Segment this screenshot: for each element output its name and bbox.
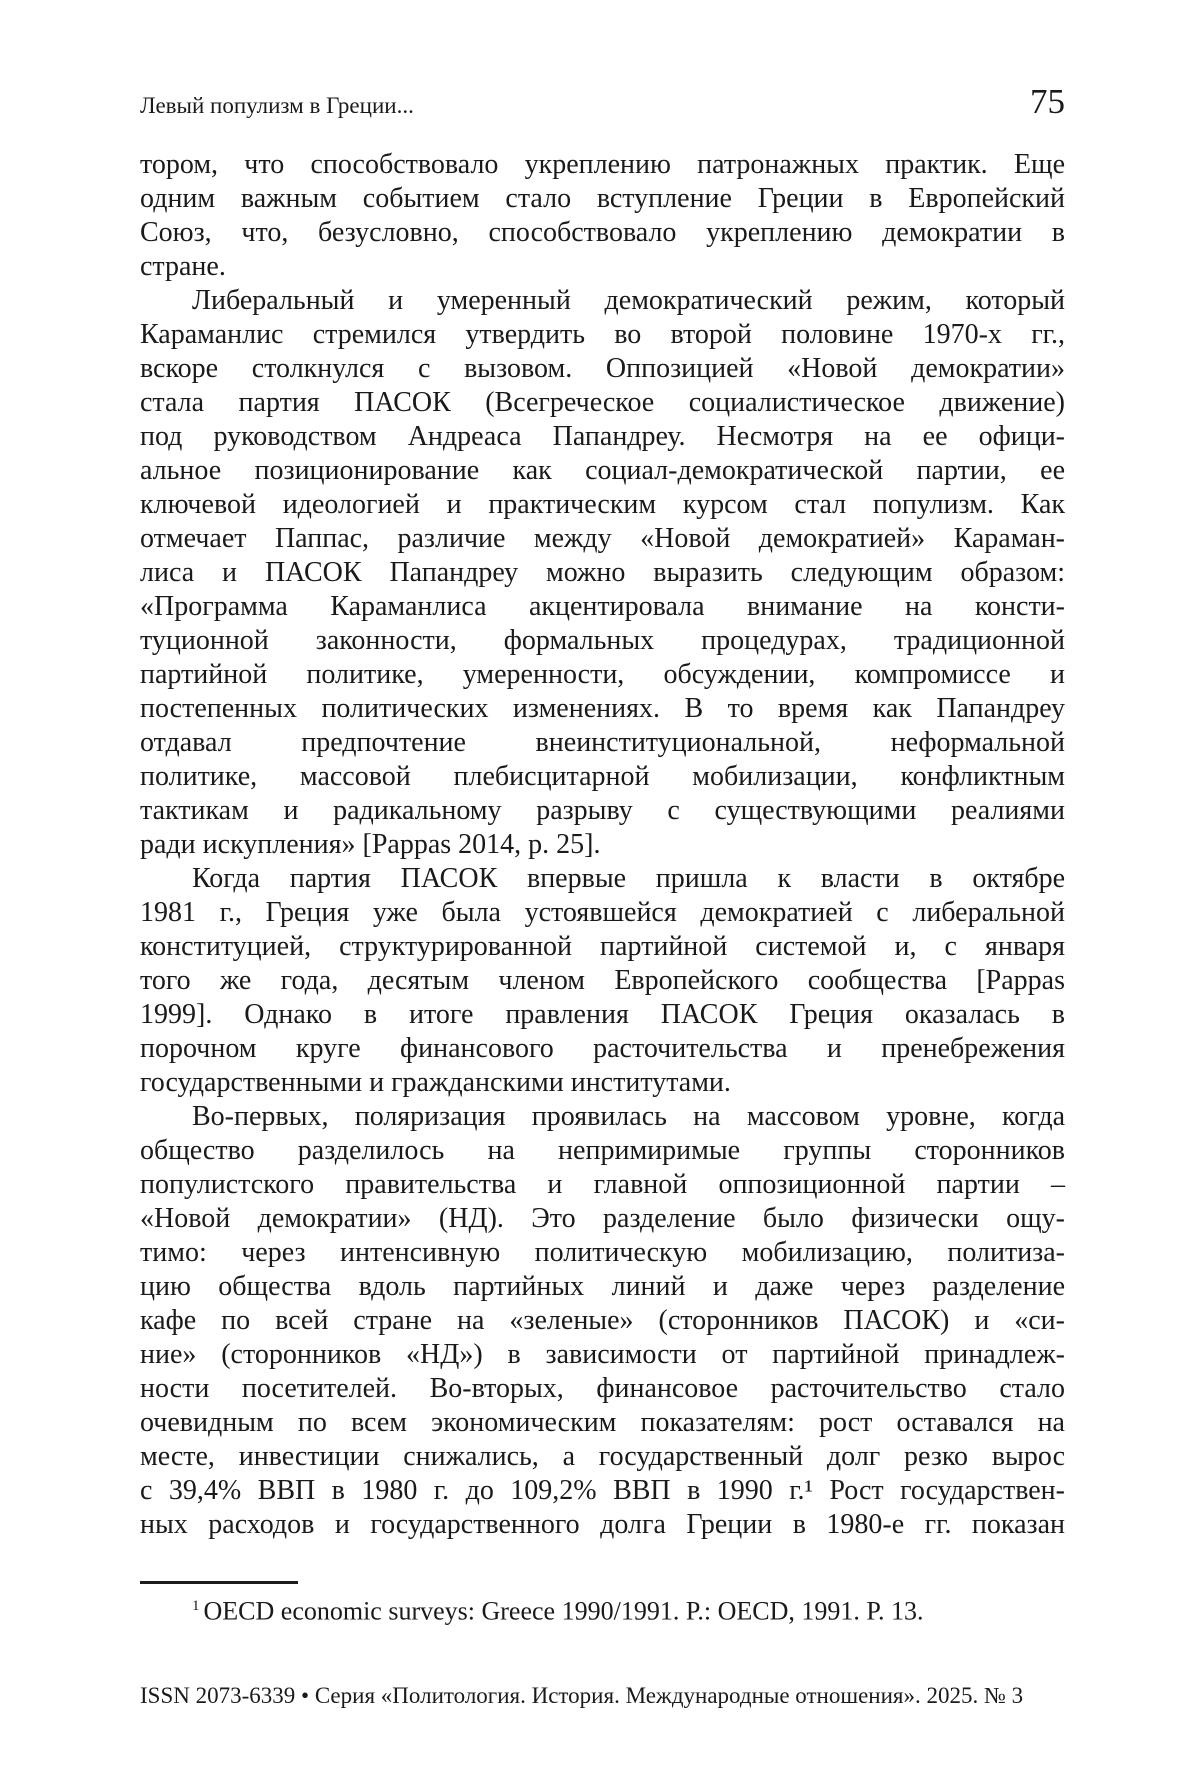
text-line: отмечает Паппас, различие между «Новой демократией» Караман-	[140, 523, 1065, 554]
text-line: постепенных политических изменениях. В то время как Папандреу	[140, 693, 1065, 724]
text-line: политике, массовой плебисцитарной мобилизации, конфликтным	[140, 761, 1065, 792]
text-line: Во-первых, поляризация проявилась на массовом уровне, когда	[192, 1101, 1065, 1132]
text-line: Караманлис стремился утвердить во второй половине 1970-х гг.,	[140, 319, 1065, 350]
text-line: «Программа Караманлиса акцентировала внимание на консти-	[140, 591, 1065, 622]
page-header	[140, 84, 1065, 120]
text-line: очевидным по всем экономическим показателям: рост оставался на	[140, 1407, 1065, 1438]
text-line: кафе по всей стране на «зеленые» (сторонников ПАСОК) и «си-	[140, 1305, 1065, 1336]
text-line: популистского правительства и главной оппозиционной партии –	[140, 1169, 1065, 1200]
text-line: Когда партия ПАСОК впервые пришла к власти в октябре	[192, 863, 1065, 894]
page-footer: ISSN 2073-6339 • Серия «Политология. История. Международные отношения». 2025. № 3	[140, 1683, 1024, 1708]
text-line: «Новой демократии» (НД). Это разделение было физически ощу-	[140, 1203, 1065, 1234]
text-line: ности посетителей. Во-вторых, финансовое расточительство стало	[140, 1373, 1065, 1404]
text-line: туционной законности, формальных процедурах, традиционной	[140, 625, 1065, 656]
text-line: ных расходов и государственного долга Греции в 1980-е гг. показан	[140, 1509, 1065, 1540]
text-line: тором, что способствовало укреплению патронажных практик. Еще	[140, 149, 1065, 180]
text-line: государственными и гражданскими институтами.	[140, 1067, 731, 1098]
text-line: цию общества вдоль партийных линий и даже через разделение	[140, 1271, 1065, 1302]
text-line: партийной политике, умеренности, обсуждении, компромиссе и	[140, 659, 1065, 690]
text-line: тактикам и радикальному разрыву с существующими реалиями	[140, 795, 1065, 826]
text-line: 1981 г., Греция уже была устоявшейся демократией с либеральной	[140, 897, 1065, 928]
text-line: стала партия ПАСОК (Всегреческое социалистическое движение)	[140, 387, 1065, 418]
page-number: 75	[1030, 82, 1065, 121]
text-line: одним важным событием стало вступление Греции в Европейский	[140, 183, 1065, 214]
footnote	[140, 1590, 1065, 1628]
text-line: 1999]. Однако в итоге правления ПАСОК Греция оказалась в	[140, 999, 1065, 1030]
text-line: месте, инвестиции снижались, а государственный долг резко вырос	[140, 1441, 1065, 1472]
footnote-marker: 1	[192, 1598, 200, 1614]
text-line: лиса и ПАСОК Папандреу можно выразить следующим образом:	[140, 557, 1065, 588]
text-line: того же года, десятым членом Европейского сообщества [Pappas	[140, 965, 1065, 996]
text-line: с 39,4% ВВП в 1980 г. до 109,2% ВВП в 1990 г.¹ Рост государствен-	[140, 1475, 1065, 1506]
text-line: общество разделилось на непримиримые группы сторонников	[140, 1135, 1065, 1166]
text-line: Либеральный и умеренный демократический режим, который	[192, 285, 1065, 316]
body-text	[140, 148, 1065, 1542]
text-line: ключевой идеологией и практическим курсом стал популизм. Как	[140, 489, 1065, 520]
footnote-separator	[140, 1581, 298, 1584]
text-line: стране.	[140, 251, 226, 282]
text-line: под руководством Андреаса Папандреу. Несмотря на ее офици-	[140, 421, 1065, 452]
text-line: отдавал предпочтение внеинституциональной, неформальной	[140, 727, 1065, 758]
text-line: ради искупления» [Pappas 2014, p. 25].	[140, 829, 601, 860]
text-line: порочном круге финансового расточительства и пренебрежения	[140, 1033, 1065, 1064]
text-line: конституцией, структурированной партийной системой и, с января	[140, 931, 1065, 962]
text-line: альное позиционирование как социал-демократической партии, ее	[140, 455, 1065, 486]
text-line: вскоре столкнулся с вызовом. Оппозицией «Новой демократии»	[140, 353, 1065, 384]
footnote-text: OECD economic surveys: Greece 1990/1991. P.: OECD, 1991. P. 13.	[203, 1596, 924, 1626]
running-header: Левый популизм в Греции...	[140, 93, 414, 118]
text-line: Союз, что, безусловно, способствовало укреплению демократии в	[140, 217, 1065, 248]
text-line: ние» (сторонников «НД») в зависимости от партийной принадлеж-	[140, 1339, 1065, 1370]
text-line: тимо: через интенсивную политическую мобилизацию, политиза-	[140, 1237, 1065, 1268]
